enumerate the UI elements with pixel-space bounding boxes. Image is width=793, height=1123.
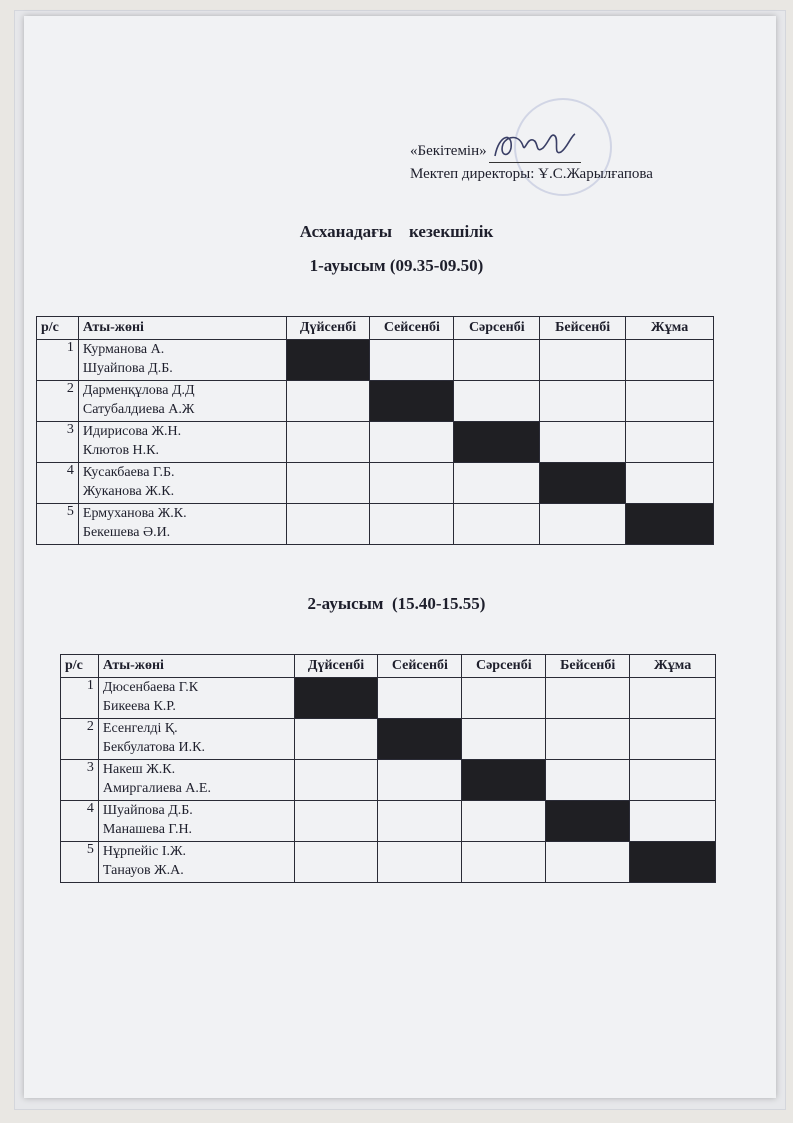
empty-day-cell — [462, 719, 546, 760]
empty-day-cell — [626, 381, 714, 422]
person-name: Ермуханова Ж.К. — [82, 506, 187, 521]
empty-day-cell — [626, 463, 714, 504]
row-number: 1 — [61, 678, 99, 719]
empty-day-cell — [378, 801, 462, 842]
empty-day-cell — [546, 678, 630, 719]
table-row — [61, 842, 716, 883]
col-day-header: Бейсенбі — [546, 655, 630, 678]
empty-day-cell — [294, 801, 378, 842]
row-names — [98, 801, 294, 842]
person-name: Курманова А. — [82, 342, 165, 357]
empty-day-cell — [370, 504, 454, 545]
person-name: Манашева Г.Н. — [102, 822, 193, 837]
table-header-row — [61, 655, 716, 678]
director-line: Мектеп директоры: Ұ.С.Жарылғапова — [410, 166, 653, 182]
col-number-header: р/с — [61, 655, 99, 678]
empty-day-cell — [454, 381, 540, 422]
row-names — [78, 381, 286, 422]
empty-day-cell — [546, 760, 630, 801]
person-name: Танауов Ж.А. — [102, 863, 184, 878]
person-name: Кусакбаева Г.Б. — [82, 465, 175, 480]
person-name: Бикеева К.Р. — [102, 699, 176, 714]
table-row — [61, 801, 716, 842]
person-name: Накеш Ж.К. — [102, 762, 176, 777]
row-number: 3 — [61, 760, 99, 801]
row-names — [78, 340, 286, 381]
empty-day-cell — [462, 678, 546, 719]
empty-day-cell — [454, 504, 540, 545]
row-number: 1 — [37, 340, 79, 381]
empty-day-cell — [454, 463, 540, 504]
empty-day-cell — [546, 842, 630, 883]
duty-day-cell — [294, 678, 378, 719]
empty-day-cell — [370, 463, 454, 504]
col-day-header: Бейсенбі — [540, 317, 626, 340]
col-day-header: Сейсенбі — [378, 655, 462, 678]
table-header-row — [37, 317, 714, 340]
empty-day-cell — [462, 842, 546, 883]
table-row — [37, 381, 714, 422]
duty-day-cell — [540, 463, 626, 504]
table-row — [61, 678, 716, 719]
empty-day-cell — [454, 340, 540, 381]
row-names — [78, 463, 286, 504]
empty-day-cell — [626, 340, 714, 381]
table-row — [61, 719, 716, 760]
person-name: Жуканова Ж.К. — [82, 484, 175, 499]
row-number: 2 — [61, 719, 99, 760]
col-day-header: Дүйсенбі — [286, 317, 370, 340]
col-day-header: Дүйсенбі — [294, 655, 378, 678]
person-name: Идирисова Ж.Н. — [82, 424, 182, 439]
table-row — [37, 422, 714, 463]
row-names — [98, 719, 294, 760]
duty-day-cell — [626, 504, 714, 545]
empty-day-cell — [546, 719, 630, 760]
empty-day-cell — [294, 842, 378, 883]
col-day-header: Сейсенбі — [370, 317, 454, 340]
row-number: 5 — [61, 842, 99, 883]
col-day-header: Жұма — [630, 655, 716, 678]
signature-mark — [489, 126, 581, 166]
empty-day-cell — [294, 719, 378, 760]
empty-day-cell — [286, 381, 370, 422]
col-day-header: Сәрсенбі — [462, 655, 546, 678]
signature-line — [489, 148, 581, 163]
duty-day-cell — [378, 719, 462, 760]
row-number: 3 — [37, 422, 79, 463]
empty-day-cell — [540, 422, 626, 463]
duty-day-cell — [546, 801, 630, 842]
person-name: Дарменқұлова Д.Д — [82, 383, 195, 398]
row-number: 2 — [37, 381, 79, 422]
row-names — [78, 504, 286, 545]
empty-day-cell — [540, 340, 626, 381]
row-names — [98, 842, 294, 883]
col-number-header: р/с — [37, 317, 79, 340]
col-name-header: Аты-жөні — [98, 655, 294, 678]
approved-label: «Бекітемін» — [410, 143, 487, 159]
person-name: Есенгелді Қ. — [102, 721, 178, 736]
col-name-header: Аты-жөні — [78, 317, 286, 340]
empty-day-cell — [378, 760, 462, 801]
col-day-header: Сәрсенбі — [454, 317, 540, 340]
duty-day-cell — [454, 422, 540, 463]
empty-day-cell — [370, 422, 454, 463]
empty-day-cell — [630, 719, 716, 760]
person-name: Клютов Н.К. — [82, 443, 159, 458]
person-name: Бекешева Ә.И. — [82, 525, 171, 540]
person-name: Нұрпейіс І.Ж. — [102, 844, 187, 859]
row-names — [98, 760, 294, 801]
col-day-header: Жұма — [626, 317, 714, 340]
shift1-title: 1-ауысым (09.35-09.50) — [309, 256, 484, 275]
empty-day-cell — [286, 463, 370, 504]
empty-day-cell — [630, 801, 716, 842]
empty-day-cell — [370, 340, 454, 381]
document-page — [24, 16, 776, 1098]
row-names — [98, 678, 294, 719]
empty-day-cell — [630, 678, 716, 719]
empty-day-cell — [286, 504, 370, 545]
duty-day-cell — [286, 340, 370, 381]
person-name: Шуайпова Д.Б. — [102, 803, 193, 818]
approval-block — [410, 140, 653, 186]
row-number: 4 — [61, 801, 99, 842]
person-name: Шуайпова Д.Б. — [82, 361, 173, 376]
empty-day-cell — [462, 801, 546, 842]
table-row — [61, 760, 716, 801]
page-title: Асханадағы кезекшілік — [299, 222, 494, 241]
person-name: Сатубалдиева А.Ж — [82, 402, 195, 417]
shift1-table — [36, 316, 714, 545]
empty-day-cell — [540, 504, 626, 545]
shift2-title: 2-ауысым (15.40-15.55) — [307, 594, 486, 613]
person-name: Бекбулатова И.К. — [102, 740, 205, 755]
table-row — [37, 463, 714, 504]
row-names — [78, 422, 286, 463]
duty-day-cell — [370, 381, 454, 422]
person-name: Амиргалиева А.Е. — [102, 781, 211, 796]
empty-day-cell — [286, 422, 370, 463]
duty-day-cell — [630, 842, 716, 883]
empty-day-cell — [378, 678, 462, 719]
empty-day-cell — [294, 760, 378, 801]
person-name: Дюсенбаева Г.К — [102, 680, 199, 695]
table-row — [37, 340, 714, 381]
empty-day-cell — [378, 842, 462, 883]
empty-day-cell — [626, 422, 714, 463]
empty-day-cell — [630, 760, 716, 801]
empty-day-cell — [540, 381, 626, 422]
row-number: 4 — [37, 463, 79, 504]
row-number: 5 — [37, 504, 79, 545]
duty-day-cell — [462, 760, 546, 801]
shift2-table — [60, 654, 716, 883]
table-row — [37, 504, 714, 545]
